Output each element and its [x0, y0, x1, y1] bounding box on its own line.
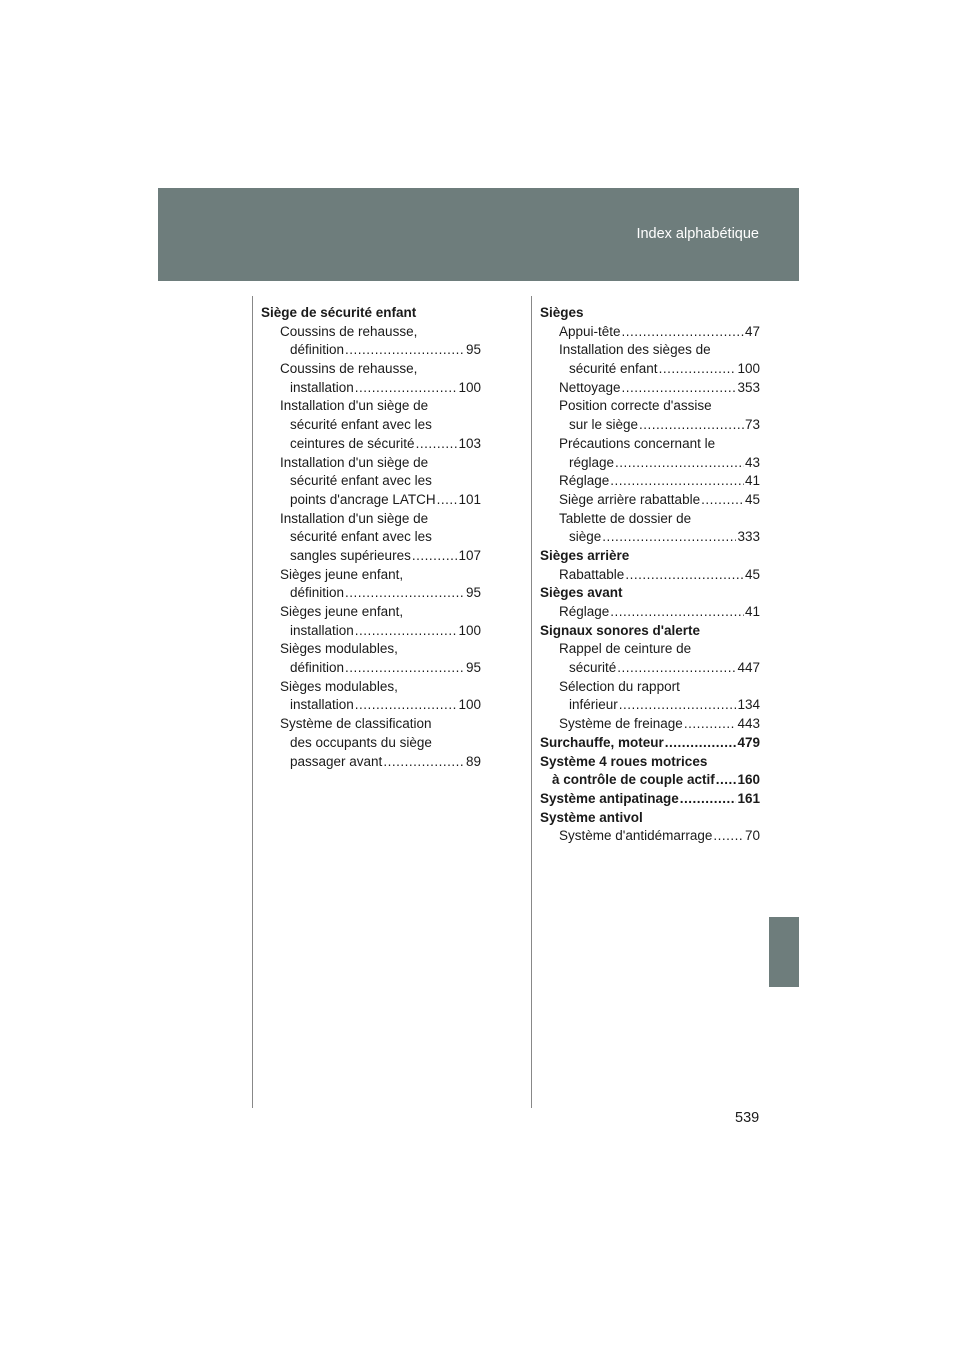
index-entry [540, 659, 760, 678]
index-heading: Sièges avant [540, 585, 623, 601]
entry-text: Réglage [559, 604, 610, 619]
entry-text: Système antipatinage [540, 790, 679, 806]
entry-text: à contrôle de couple actif [552, 772, 715, 788]
entry-text: réglage [569, 454, 615, 470]
entry-text: installation [290, 697, 354, 713]
index-entry [261, 584, 481, 603]
index-heading [540, 734, 760, 753]
index-heading: Système 4 roues motrices [540, 753, 708, 769]
entry-page-number: 333 [737, 529, 760, 545]
leader-dots [412, 547, 458, 566]
index-column-right [540, 304, 760, 846]
index-entry: sécurité enfant avec les [290, 473, 432, 489]
index-entry [540, 416, 760, 435]
entry-text: Réglage [559, 473, 610, 489]
entry-page-number: 100 [458, 622, 481, 638]
entry-text: sangles supérieures [290, 547, 411, 563]
entry-text: sur le siège [569, 417, 639, 433]
index-entry: sécurité enfant avec les [290, 417, 432, 433]
entry-text: points d'ancrage LATCH [290, 491, 436, 507]
index-entry: Sélection du rapport [559, 678, 680, 694]
index-entry [540, 566, 760, 585]
entry-page-number: 89 [465, 753, 481, 769]
index-entry: Sièges modulables, [280, 641, 398, 657]
entry-page-number: 45 [744, 491, 760, 507]
index-entry [261, 491, 481, 510]
index-entry: Rappel de ceinture de [559, 641, 692, 657]
leader-dots [701, 491, 744, 510]
entry-page-number: 353 [737, 379, 760, 395]
index-entry [261, 696, 481, 715]
entry-text: ceintures de sécurité [290, 435, 415, 451]
index-entry [261, 435, 481, 454]
index-entry: Système de classification [280, 716, 432, 732]
leader-dots [610, 472, 744, 491]
index-heading: Signaux sonores d'alerte [540, 622, 701, 638]
entry-text: définition [290, 585, 345, 601]
entry-text: Surchauffe, moteur [540, 734, 664, 750]
entry-page-number: 160 [737, 772, 760, 788]
index-entry [261, 341, 481, 360]
index-entry [540, 528, 760, 547]
entry-text: Nettoyage [559, 379, 621, 395]
index-entry [261, 753, 481, 772]
index-heading [540, 790, 760, 809]
entry-text: inférieur [569, 697, 618, 713]
index-entry [540, 454, 760, 473]
index-entry [540, 827, 760, 846]
index-entry [540, 323, 760, 342]
entry-page-number: 73 [744, 417, 760, 433]
index-column-left [261, 304, 481, 771]
entry-text: sécurité [569, 660, 617, 676]
entry-page-number: 107 [458, 547, 481, 563]
entry-page-number: 95 [465, 660, 481, 676]
entry-page-number: 70 [744, 828, 760, 844]
leader-dots [716, 771, 737, 790]
entry-text: Rabattable [559, 566, 625, 582]
column-divider-left [252, 296, 253, 1108]
leader-dots [625, 566, 744, 585]
entry-page-number: 103 [458, 435, 481, 451]
entry-page-number: 100 [458, 697, 481, 713]
index-entry [540, 603, 760, 622]
index-heading: Sièges [540, 305, 584, 320]
entry-page-number: 100 [458, 379, 481, 395]
index-entry [540, 715, 760, 734]
index-entry: Précautions concernant le [559, 435, 716, 451]
leader-dots [622, 323, 744, 342]
index-entry [261, 547, 481, 566]
page-number: 539 [735, 1110, 760, 1126]
index-heading: Siège de sécurité enfant [261, 305, 417, 320]
section-title: Index alphabétique [636, 226, 759, 242]
index-entry: Installation d'un siège de [280, 510, 429, 526]
entry-page-number: 447 [737, 660, 760, 676]
entry-text: Appui-tête [559, 323, 621, 339]
entry-text: installation [290, 379, 354, 395]
leader-dots [602, 528, 736, 547]
index-entry [261, 379, 481, 398]
entry-page-number: 479 [737, 734, 760, 750]
entry-text: définition [290, 342, 345, 358]
leader-dots [659, 360, 737, 379]
column-divider-middle [531, 296, 532, 1108]
entry-text: Système d'antidémarrage [559, 828, 713, 844]
leader-dots [610, 603, 744, 622]
index-entry: Coussins de rehausse, [280, 323, 418, 339]
index-heading: Sièges arrière [540, 547, 630, 563]
entry-page-number: 134 [737, 697, 760, 713]
entry-page-number: 95 [465, 342, 481, 358]
leader-dots [345, 659, 465, 678]
index-entry: Sièges jeune enfant, [280, 604, 404, 619]
entry-page-number: 100 [737, 361, 760, 377]
leader-dots [639, 416, 744, 435]
leader-dots [437, 491, 458, 510]
leader-dots [665, 734, 737, 753]
leader-dots [619, 696, 737, 715]
leader-dots [416, 435, 458, 454]
entry-page-number: 45 [744, 566, 760, 582]
entry-page-number: 47 [744, 323, 760, 339]
index-heading [540, 771, 760, 790]
index-entry [540, 360, 760, 379]
index-entry [261, 622, 481, 641]
entry-page-number: 95 [465, 585, 481, 601]
header-bar [158, 188, 799, 281]
index-entry: Sièges jeune enfant, [280, 566, 404, 582]
index-entry: Coussins de rehausse, [280, 361, 418, 377]
index-entry: Position correcte d'assise [559, 398, 712, 414]
leader-dots [345, 584, 465, 603]
entry-page-number: 101 [458, 491, 481, 507]
entry-page-number: 41 [744, 473, 760, 489]
leader-dots [622, 379, 737, 398]
leader-dots [355, 379, 458, 398]
index-entry: Installation d'un siège de [280, 398, 429, 414]
index-entry: Installation des sièges de [559, 342, 711, 358]
leader-dots [617, 659, 736, 678]
leader-dots [713, 827, 744, 846]
index-heading: Système antivol [540, 809, 643, 825]
index-entry [540, 491, 760, 510]
index-entry: Installation d'un siège de [280, 454, 429, 470]
index-entry: sécurité enfant avec les [290, 529, 432, 545]
leader-dots [355, 622, 458, 641]
entry-text: siège [569, 529, 602, 545]
leader-dots [355, 696, 458, 715]
index-entry [540, 696, 760, 715]
entry-text: Siège arrière rabattable [559, 491, 701, 507]
entry-text: définition [290, 660, 345, 676]
index-entry: Sièges modulables, [280, 678, 398, 694]
leader-dots [615, 454, 744, 473]
leader-dots [345, 341, 465, 360]
leader-dots [383, 753, 465, 772]
leader-dots [684, 715, 737, 734]
entry-page-number: 41 [744, 604, 760, 619]
entry-text: sécurité enfant [569, 361, 658, 377]
chapter-tab [769, 917, 799, 987]
index-entry [540, 472, 760, 491]
entry-page-number: 443 [737, 716, 760, 732]
entry-text: passager avant [290, 753, 383, 769]
entry-text: Système de freinage [559, 716, 683, 732]
index-entry [540, 379, 760, 398]
index-entry: Tablette de dossier de [559, 510, 692, 526]
leader-dots [680, 790, 737, 809]
index-entry [261, 659, 481, 678]
index-entry: des occupants du siège [290, 734, 432, 750]
entry-text: installation [290, 622, 354, 638]
entry-page-number: 43 [744, 454, 760, 470]
entry-page-number: 161 [737, 790, 760, 806]
